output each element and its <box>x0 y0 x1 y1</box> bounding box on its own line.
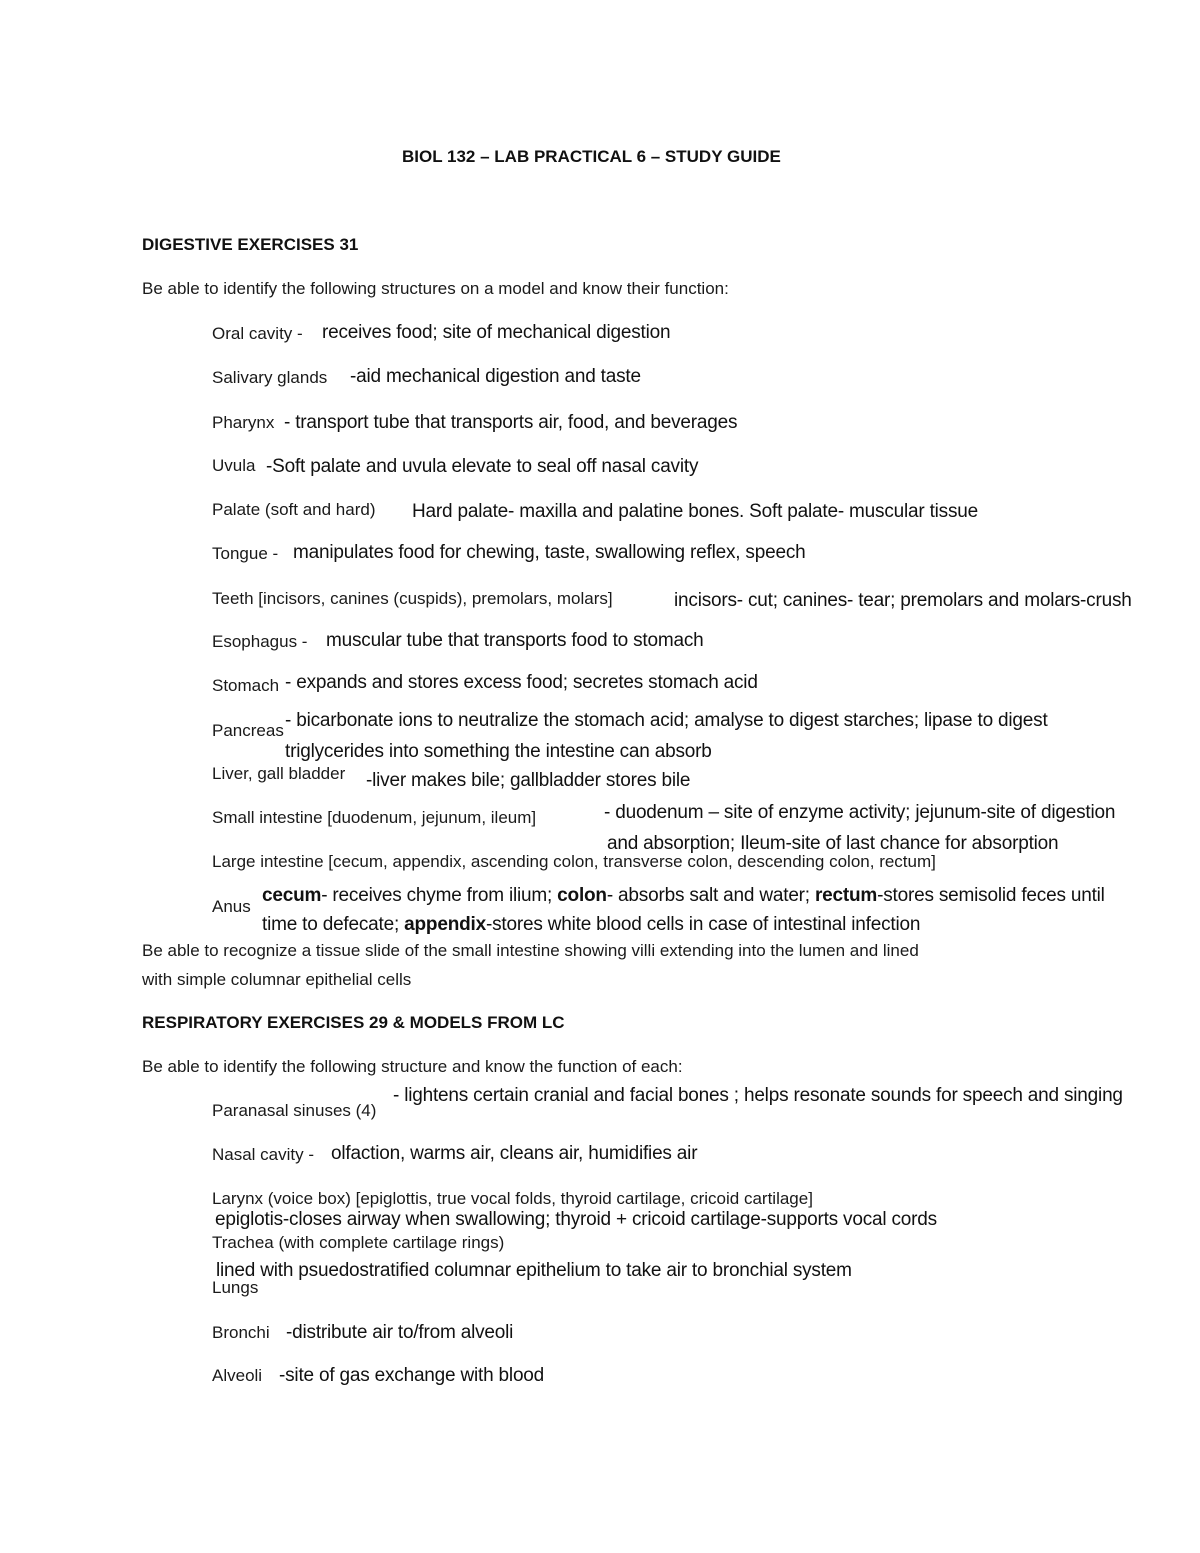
respiratory-heading: RESPIRATORY EXERCISES 29 & MODELS FROM LC <box>142 1013 565 1032</box>
structure-label-nasal-cavity: Nasal cavity - <box>212 1145 315 1164</box>
respiratory-intro: Be able to identify the following structure and know the function of each: <box>142 1057 683 1076</box>
structure-label-small-intestine: Small intestine [duodenum, jejunum, ileum] <box>212 808 537 827</box>
structure-label-uvula: Uvula <box>212 456 256 475</box>
function-nasal-cavity: olfaction, warms air, cleans air, humidifies air <box>331 1143 698 1164</box>
structure-label-palate: Palate (soft and hard) <box>212 500 376 519</box>
term-cecum: cecum <box>262 885 322 906</box>
structure-label-larynx: Larynx (voice box) [epiglottis, true vocal folds, thyroid cartilage, cricoid cartilage] <box>212 1189 813 1208</box>
structure-label-esophagus: Esophagus - <box>212 632 308 651</box>
structure-label-pharynx: Pharynx <box>212 413 275 432</box>
structure-label-salivary-glands: Salivary glands <box>212 368 328 387</box>
function-large-intestine-anus-continued <box>262 915 920 934</box>
structure-label-trachea: Trachea (with complete cartilage rings) <box>212 1233 505 1252</box>
structure-label-stomach: Stomach <box>212 676 280 695</box>
structure-label-pancreas: Pancreas <box>212 721 284 740</box>
function-alveoli: -site of gas exchange with blood <box>279 1365 545 1386</box>
function-pharynx: - transport tube that transports air, food, and beverages <box>284 412 738 433</box>
term-rectum: rectum <box>814 885 878 906</box>
structure-label-oral-cavity: Oral cavity - <box>212 324 303 343</box>
structure-label-tongue: Tongue - <box>212 544 279 563</box>
function-large-intestine-anus <box>262 886 1105 905</box>
rectum-function: -stores semisolid feces until <box>877 885 1105 906</box>
function-small-intestine: - duodenum – site of enzyme activity; jejunum-site of digestion <box>604 802 1116 823</box>
structure-label-bronchi: Bronchi <box>212 1323 270 1342</box>
digestive-intro: Be able to identify the following structures on a model and know their function: <box>142 279 729 298</box>
cecum-function: - receives chyme from ilium; <box>321 885 558 906</box>
function-paranasal-sinuses: - lightens certain cranial and facial bones ; helps resonate sounds for speech and singing <box>393 1085 1123 1106</box>
structure-label-large-intestine: Large intestine [cecum, appendix, ascending colon, transverse colon, descending colon, rectum] <box>212 852 936 871</box>
function-liver-gall-bladder: -liver makes bile; gallbladder stores bile <box>366 770 691 791</box>
structure-label-teeth: Teeth [incisors, canines (cuspids), premolars, molars] <box>212 589 613 608</box>
function-stomach: - expands and stores excess food; secretes stomach acid <box>285 672 758 693</box>
appendix-function: -stores white blood cells in case of intestinal infection <box>485 914 921 935</box>
structure-label-liver-gall-bladder: Liver, gall bladder <box>212 764 346 783</box>
function-bronchi: -distribute air to/from alveoli <box>286 1322 514 1343</box>
term-appendix: appendix <box>404 914 486 935</box>
structure-label-anus: Anus <box>212 897 251 916</box>
page-title: BIOL 132 – LAB PRACTICAL 6 – STUDY GUIDE <box>402 147 781 166</box>
tissue-slide-note-continued: with simple columnar epithelial cells <box>142 970 412 989</box>
structure-label-paranasal-sinuses: Paranasal sinuses (4) <box>212 1101 377 1120</box>
function-oral-cavity: receives food; site of mechanical digestion <box>322 322 671 343</box>
digestive-heading: DIGESTIVE EXERCISES 31 <box>142 235 359 254</box>
structure-label-alveoli: Alveoli <box>212 1366 263 1385</box>
rectum-function-continued: time to defecate; <box>262 914 405 935</box>
function-pancreas-continued: triglycerides into something the intestine can absorb <box>285 741 712 762</box>
function-larynx: epiglotis-closes airway when swallowing; thyroid + cricoid cartilage-supports vocal cords <box>215 1209 937 1230</box>
colon-function: - absorbs salt and water; <box>606 885 815 906</box>
function-pancreas: - bicarbonate ions to neutralize the stomach acid; amalyse to digest starches; lipase to digest <box>285 710 1048 731</box>
function-trachea: lined with psuedostratified columnar epithelium to take air to bronchial system <box>216 1260 852 1281</box>
function-small-intestine-continued: and absorption; Ileum-site of last chance for absorption <box>607 833 1059 854</box>
function-uvula: -Soft palate and uvula elevate to seal off nasal cavity <box>266 456 699 477</box>
structure-label-lungs: Lungs <box>212 1278 259 1297</box>
tissue-slide-note: Be able to recognize a tissue slide of the small intestine showing villi extending into the lumen and lined <box>142 941 919 960</box>
function-palate: Hard palate- maxilla and palatine bones. Soft palate- muscular tissue <box>412 501 979 522</box>
function-salivary-glands: -aid mechanical digestion and taste <box>350 366 641 387</box>
function-esophagus: muscular tube that transports food to stomach <box>326 630 704 651</box>
function-tongue: manipulates food for chewing, taste, swallowing reflex, speech <box>293 542 806 563</box>
function-teeth: incisors- cut; canines- tear; premolars and molars-crush <box>674 590 1132 611</box>
term-colon: colon <box>557 885 607 906</box>
